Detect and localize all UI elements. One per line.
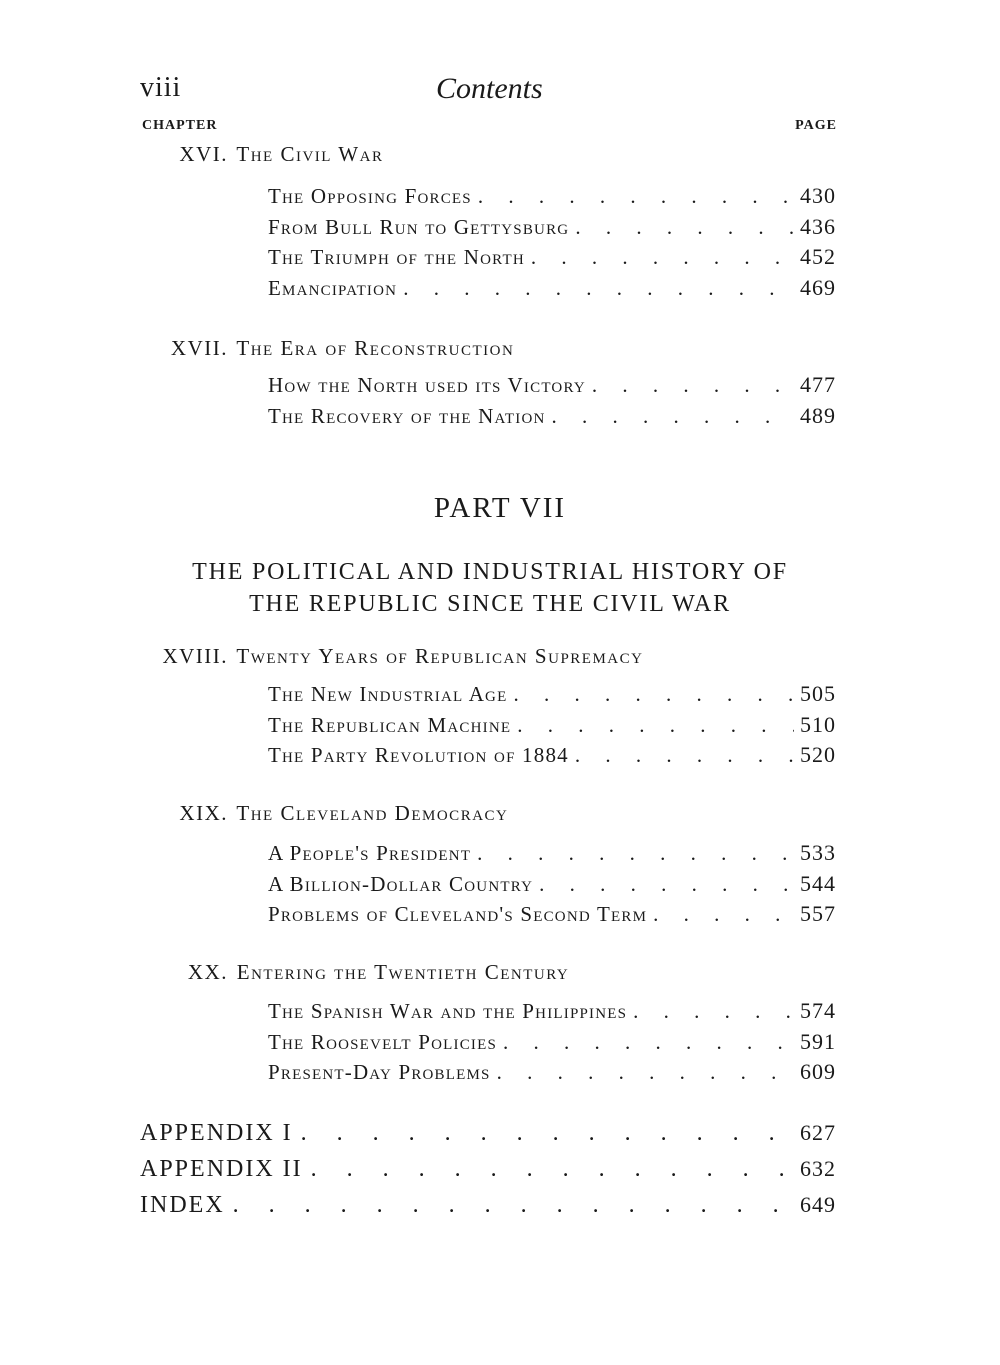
dot-leader [311, 1156, 792, 1183]
page-title: Contents [436, 72, 543, 105]
running-head [140, 72, 840, 112]
entry-title: The Republican Machine [268, 712, 512, 737]
dot-leader [592, 373, 794, 398]
entry-title: From Bull Run to Gettysburg [268, 214, 570, 239]
toc-entry[interactable] [268, 244, 836, 275]
entry-page: 609 [800, 1059, 836, 1084]
back-matter-entry[interactable] [140, 1192, 836, 1219]
back-matter-page: 627 [800, 1120, 836, 1145]
entry-title: The Opposing Forces [268, 184, 472, 208]
back-matter-title: APPENDIX I [140, 1120, 293, 1146]
dot-leader [539, 872, 794, 897]
toc-entry[interactable] [268, 183, 836, 214]
dot-leader [403, 276, 794, 301]
entry-page: 591 [800, 1028, 836, 1054]
toc-entry[interactable] [268, 403, 836, 434]
chapter-entries [268, 372, 836, 433]
chapter-number: XX. [187, 960, 228, 984]
entry-page: 505 [800, 681, 836, 706]
dot-leader [497, 1060, 794, 1085]
chapter-entries [268, 681, 836, 773]
dot-leader [233, 1192, 792, 1219]
back-matter-title: APPENDIX II [140, 1156, 303, 1182]
back-matter-entry[interactable] [140, 1120, 836, 1147]
chapter-title: The Cleveland Democracy [236, 801, 509, 825]
chapter-number: XVII. [170, 336, 228, 360]
entry-page: 430 [800, 183, 836, 208]
chapter-title: Twenty Years of Republican Supremacy [236, 644, 644, 668]
part-subtitle-line: THE POLITICAL AND INDUSTRIAL HISTORY OF [192, 559, 788, 585]
page-number: viii [140, 72, 182, 103]
chapter-heading [140, 336, 840, 361]
chapter-title: The Civil War [236, 142, 384, 166]
dot-leader [653, 902, 794, 927]
chapter-number: XIX. [179, 801, 228, 825]
back-matter-page: 649 [800, 1192, 836, 1217]
entry-title: How the North used its Victory [268, 373, 586, 397]
toc-entry[interactable] [268, 742, 836, 773]
dot-leader [478, 184, 794, 209]
back-matter-page: 632 [800, 1156, 836, 1181]
entry-title: Present-Day Problems [268, 1060, 491, 1084]
entry-title: Emancipation [268, 275, 398, 300]
dot-leader [575, 743, 794, 768]
dot-leader [575, 215, 794, 240]
chapter-number: XVI. [179, 142, 228, 166]
toc-entry[interactable] [268, 214, 836, 245]
dot-leader [503, 1030, 794, 1055]
entry-page: 477 [800, 372, 836, 397]
dot-leader [633, 999, 794, 1024]
entry-title: The Triumph of the North [268, 245, 525, 269]
back-matter-title: INDEX [140, 1192, 225, 1218]
dot-leader [517, 713, 794, 738]
chapter-heading [140, 644, 840, 669]
chapter-heading [140, 142, 840, 167]
chapter-heading [140, 960, 840, 985]
column-labels [142, 118, 837, 138]
chapter-column-label: CHAPTER [142, 118, 218, 133]
toc-entry[interactable] [268, 1029, 836, 1060]
entry-title: The Party Revolution of 1884 [268, 743, 569, 767]
part-subtitle [150, 556, 830, 620]
dot-leader [477, 841, 794, 866]
toc-entry[interactable] [268, 840, 836, 871]
entry-page: 574 [800, 998, 836, 1023]
chapter-title: The Era of Reconstruction [236, 336, 515, 360]
toc-entry[interactable] [268, 372, 836, 403]
entry-page: 557 [800, 901, 836, 926]
dot-leader [301, 1120, 792, 1147]
chapter-title: Entering the Twentieth Century [236, 960, 570, 984]
page-column-label: PAGE [795, 118, 837, 133]
entry-page: 510 [800, 711, 836, 737]
chapter-entries [268, 840, 836, 932]
entry-title: The Spanish War and the Philippines [268, 999, 628, 1023]
chapter-entries [268, 998, 836, 1090]
part-subtitle-line: THE REPUBLIC SINCE THE CIVIL WAR [249, 591, 731, 617]
entry-title: A Billion-Dollar Country [268, 871, 534, 896]
entry-page: 544 [800, 870, 836, 896]
entry-page: 452 [800, 244, 836, 269]
entry-page: 436 [800, 213, 836, 239]
dot-leader [552, 404, 794, 429]
entry-title: The Roosevelt Policies [268, 1029, 498, 1054]
entry-page: 520 [800, 742, 836, 767]
toc-entry[interactable] [268, 681, 836, 712]
chapter-heading [140, 801, 840, 826]
chapter-entries [268, 183, 836, 305]
entry-title: A People's President [268, 841, 472, 865]
entry-page: 469 [800, 274, 836, 300]
toc-entry[interactable] [268, 998, 836, 1029]
chapter-number: XVIII. [162, 644, 228, 668]
entry-title: The New Industrial Age [268, 682, 508, 706]
entry-title: The Recovery of the Nation [268, 403, 546, 428]
entry-page: 533 [800, 840, 836, 865]
toc-entry[interactable] [268, 712, 836, 743]
entry-page: 489 [800, 402, 836, 428]
back-matter-entry[interactable] [140, 1156, 836, 1183]
dot-leader [513, 682, 794, 707]
part-heading: PART VII [433, 492, 567, 524]
toc-entry[interactable] [268, 275, 836, 306]
toc-entry[interactable] [268, 871, 836, 902]
toc-entry[interactable] [268, 1059, 836, 1090]
toc-entry[interactable] [268, 901, 836, 932]
entry-title: Problems of Cleveland's Second Term [268, 902, 648, 926]
dot-leader [531, 245, 794, 270]
